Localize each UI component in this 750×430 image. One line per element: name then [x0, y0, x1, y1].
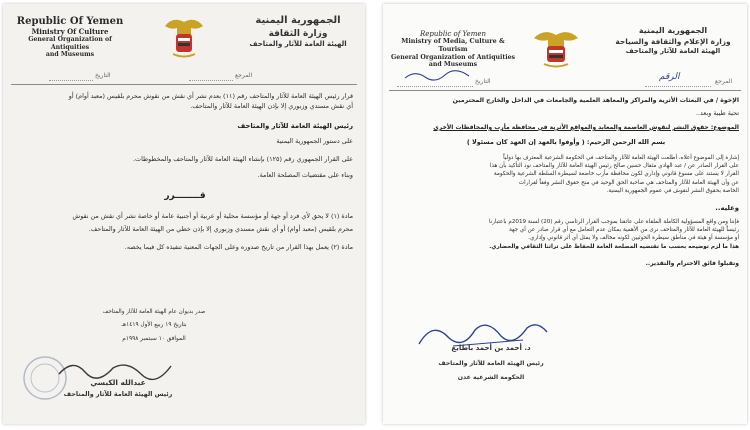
right-header-en [389, 30, 517, 69]
left-article-2: مادة (٢) يعمل بهذا القرار من تاريخ صدوره وعلى الجهات المعنية تنفيذه كل فيما يخصه. [124, 242, 353, 251]
left-body [17, 92, 353, 253]
eagle-emblem-icon [531, 26, 581, 70]
left-letter [3, 4, 365, 424]
left-date-greg: الموافق ١٠ سبتمبر ١٩٩٨م [122, 336, 186, 343]
left-article-1b: محرم بلقيس (معبد أوام) أو أي نقش مسندي وزبوري إلا بإذن خطي من الهيئة العامة للآثار والمتاحف. [88, 225, 353, 234]
right-header-ar-line3: الهيئة العامة للآثار والمتاحف [625, 46, 721, 55]
left-recitals-head: رئيس الهيئة العامة للآثار والمتاحف [237, 122, 353, 131]
right-greeting: تحية طيبة وبعد.. [695, 109, 739, 118]
right-body2-line3: أو مؤسسة أو هيئة في مناطق سيطرة الحوثيين لكونه مخالف ولا يمثل أي أثر قانوني وإداري. [528, 235, 739, 242]
left-recital-3: وبناء على مقتضيات المصلحة العامة. [257, 170, 353, 179]
right-body-line3: القرار لا يستند على مسوغ قانوني وإداري لكون محافظة مأرب خاضعة لسيطرة السلطة الشرعية والحكومة [493, 171, 739, 178]
left-article-1a: مادة (١) لا يحق لأي فرد أو جهة أو مؤسسة محلية أو عربية أو أجنبية عامة أو خاصة نشر أي نقش من نقوش [72, 211, 353, 220]
right-body2-line1: فإننا ومن واقع المسؤولية الكاملة الملقاة على عاتقنا بموجب القرار الرئاسي رقم (20) لسنة 2019م باعتبارنا [488, 218, 739, 225]
right-basmala: بسم الله الرحمن الرحيم: ( وأوفوا بالعهد إن العهد كان مسئولا ) [466, 137, 666, 146]
right-header-en-line3: General Organization of Antiquities [390, 53, 516, 61]
right-body-line2: على القرار الصادر عن / عبد الهادي مثقال حسين صالح رئيس الهيئة العامة للآثار والمتاحف نود التأكيد بأن هذا [489, 162, 739, 169]
left-intro-line1: قرار رئيس الهيئة العامة للآثار والمتاحف رقم (١١) بعدم نشر أي نقش من نقوش محرم بلقيس (معبد أوام) أو [68, 92, 353, 100]
right-therefore: وعليه.. [715, 204, 739, 213]
right-handwritten-ref: الرقم [659, 72, 680, 82]
right-signature-name: د. أحمد بن أحمد باطايع [451, 344, 531, 352]
right-ref-label: المرجع [715, 78, 733, 85]
left-header-en-line2: Ministry Of Culture [31, 27, 109, 36]
right-letter [383, 4, 747, 424]
left-date-label: التاريخ [95, 72, 111, 79]
right-header-ar-line2: وزارة الإعلام والثقافة والسياحة [615, 36, 731, 46]
right-date-label: التاريخ [475, 78, 491, 85]
right-subject: الموضوع: حقوق النشر لنقوش العاصمة والمعابد والمواقع الأثرية في محافظة مأرب والمحافظات الأخرى [433, 123, 739, 131]
left-issued-line: صدر بديوان عام الهيئة العامة للآثار والمتاحف [102, 309, 206, 315]
right-header-en-line1: Republic of Yemen [420, 30, 486, 38]
left-signature-title: رئيس الهيئة العامة للآثار والمتاحف [63, 390, 173, 398]
right-header-divider [389, 90, 741, 91]
left-ref-field [189, 72, 233, 81]
left-ref-label: المرجع [235, 72, 253, 79]
left-signature-name: عبدالله الكبسي [90, 378, 146, 387]
right-body-line1: إشارة إلى الموضوع أعلاه، أطلعت الهيئة العامة للآثار والمتاحف في الحكومة الشرعية المعترف بها دولياً [503, 154, 739, 161]
right-body-line4: عن وأن الهيئة العامة للآثار والمتاحف هي صاحبة الحق الوحيد في منح حقوق النشر وفقاً لقرارات [518, 179, 739, 186]
left-issue-block [49, 308, 259, 344]
left-header-en-line4: and Museums [45, 51, 95, 59]
right-header-en-line2: Ministry of Media, Culture & Tourism [401, 37, 505, 54]
left-decree-word: قــــــــرر [164, 191, 206, 202]
left-date-field [49, 72, 93, 81]
left-header-ar [239, 14, 357, 49]
left-recital-1: على دستور الجمهورية اليمنية [276, 137, 353, 146]
right-signature-title: رئيس الهيئة العامة للآثار والمتاحف [438, 360, 544, 367]
left-header-en-line3: General Organization of Antiquities [28, 36, 112, 51]
right-body2-line2: رئيساً للهيئة العامة للآثار والمتاحف نرى من الأهمية بمكان عدم التعامل مع أي قرار صادر عن أي جهة [509, 227, 739, 234]
left-date-hijri: بتاريخ ١٩ ربيع الأول ١٤١٩هـ [121, 322, 187, 329]
right-header-en-line4: and Museums [428, 61, 478, 69]
left-header-divider [11, 84, 357, 85]
right-header-ar-line1: الجمهورية اليمنية [638, 26, 708, 35]
left-header-en-line1: Republic Of Yemen [16, 16, 124, 27]
right-header-ar [605, 26, 741, 56]
left-header-ar-line3: الهيئة العامة للآثار والمتاحف [249, 39, 347, 48]
left-header-ar-line2: وزارة الثقافة [268, 28, 328, 39]
left-recital-2: على القرار الجمهوري رقم (١٢٥) بإنشاء الهيئة العامة للآثار والمتاحف والمخطوطات. [133, 155, 353, 164]
left-header-ar-line1: الجمهورية اليمنية [255, 15, 341, 26]
right-signature-org: الحكومة الشرعية عدن [457, 374, 525, 381]
right-date-scribble [403, 68, 473, 82]
left-intro-line2: أي نقش مسندي وزبوري إلا بإذن الهيئة العامة للآثار والمتاحف. [190, 101, 353, 110]
right-body [393, 96, 739, 268]
right-closing: وتقبلوا فائق الاحترام والتقدير.. [645, 260, 739, 268]
right-addressee: الإخوة / في البعثات الأثرية والمراكز والمعاهد العلمية والجامعات في الداخل والخارج المحترمين [452, 97, 739, 104]
right-body-line5: الخاصة بحقوق النشر لنقوش في عموم الجمهورية اليمنية. [606, 188, 739, 195]
eagle-emblem-icon [161, 12, 207, 60]
left-header-en [11, 16, 129, 59]
right-body2-line4: هذا ما لزم توضيحه بحسب ما تقتضيه المصلحة العامة للحفاظ على تراثنا الثقافي والحضاري. [489, 243, 739, 250]
